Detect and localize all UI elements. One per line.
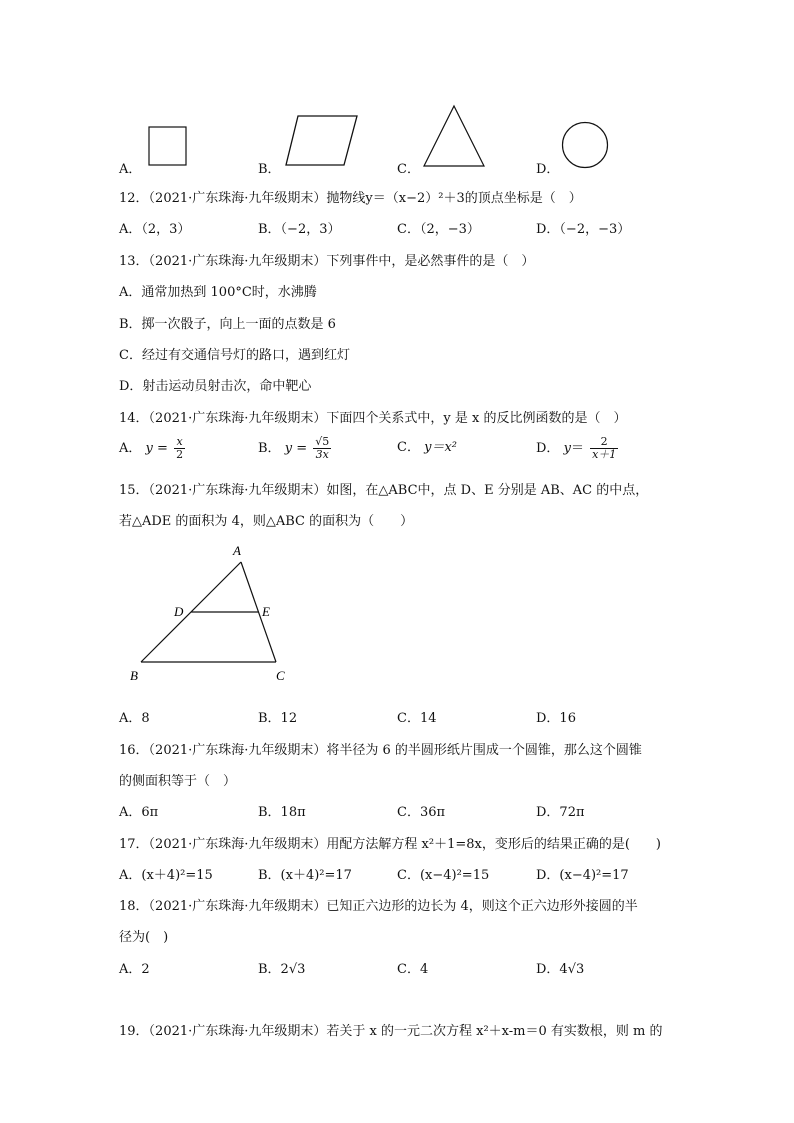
q12-stem: 12．（2021·广东珠海·九年级期末）抛物线y＝（x−2）²＋3的顶点坐标是（ ） bbox=[119, 191, 582, 206]
q16-option-a: A．6π bbox=[119, 805, 159, 820]
q15-option-d: D．16 bbox=[536, 711, 576, 726]
q14-c-expression: y＝x² bbox=[424, 440, 457, 455]
triangle-abc-figure bbox=[125, 540, 295, 688]
q16-stem-line2: 的侧面积等于（ ） bbox=[119, 774, 237, 789]
rhombus-icon bbox=[284, 114, 360, 168]
q14-option-d-label: D． bbox=[536, 441, 560, 456]
q12-option-c: C．（2，−3） bbox=[397, 222, 480, 237]
q17-option-b: B．(x＋4)²=17 bbox=[258, 868, 352, 883]
q14-option-b-label: B． bbox=[258, 441, 281, 456]
q14-a-denominator: 2 bbox=[176, 448, 184, 461]
vertex-c-label: C bbox=[276, 668, 285, 683]
q13-option-b: B．掷一次骰子，向上一面的点数是 6 bbox=[119, 317, 336, 332]
q14-option-b: B． y = $\frac{√5}{3x}$ bbox=[258, 435, 330, 461]
q15-option-c: C．14 bbox=[397, 711, 437, 726]
q11-option-b-label: B． bbox=[258, 162, 281, 177]
q16-stem-line1: 16．（2021·广东珠海·九年级期末）将半径为 6 的半圆形纸片围成一个圆锥，那么这个圆锥 bbox=[119, 743, 642, 758]
q18-stem-line2: 径为( ) bbox=[119, 930, 169, 945]
q11-option-d-label: D． bbox=[536, 162, 560, 177]
q14-option-c bbox=[397, 436, 457, 455]
q17-option-d: D．(x−4)²=17 bbox=[536, 868, 629, 883]
vertex-b-label: B bbox=[130, 668, 138, 683]
q12-option-d: D．（−2，−3） bbox=[536, 222, 631, 237]
q11-option-a-label: A． bbox=[119, 162, 142, 177]
q14-option-d: D． y＝ $\frac{2}{x+1}$ bbox=[536, 435, 617, 461]
q14-b-denominator: 3x bbox=[315, 448, 329, 461]
q13-option-d: D．射击运动员射击次，命中靶心 bbox=[119, 379, 312, 394]
q14-option-b-fraction bbox=[313, 436, 331, 461]
q16-option-c: C．36π bbox=[397, 805, 446, 820]
point-e-label: E bbox=[262, 604, 270, 619]
q14-b-numerator: √5 bbox=[315, 435, 330, 448]
q15-option-b: B．12 bbox=[258, 711, 298, 726]
q18-option-b: B．2√3 bbox=[258, 962, 306, 977]
q13-option-a: A．通常加热到 100°C时，水沸腾 bbox=[119, 285, 317, 300]
triangle-icon bbox=[422, 104, 486, 168]
vertex-a-label: A bbox=[233, 543, 241, 558]
q18-option-a: A．2 bbox=[119, 962, 150, 977]
q14-option-d-fraction bbox=[590, 436, 618, 461]
q15-stem-line2: 若△ADE 的面积为 4，则△ABC 的面积为（ ） bbox=[119, 514, 414, 529]
q14-option-a-fraction bbox=[174, 436, 185, 461]
square-icon bbox=[148, 126, 188, 168]
q11-option-c-label: C． bbox=[397, 162, 420, 177]
q13-option-c: C．经过有交通信号灯的路口，遇到红灯 bbox=[119, 348, 350, 363]
q14-a-numerator: x bbox=[174, 436, 185, 449]
q18-option-d: D．4√3 bbox=[536, 962, 585, 977]
q17-option-c: C．(x−4)²=15 bbox=[397, 868, 490, 883]
q18-stem-line1: 18．（2021·广东珠海·九年级期末）已知正六边形的边长为 4，则这个正六边形外接圆的半 bbox=[119, 899, 638, 914]
point-d-label: D bbox=[174, 604, 184, 619]
q14-stem: 14．（2021·广东珠海·九年级期末）下面四个关系式中，y 是 x 的反比例函数的是（ ） bbox=[119, 411, 627, 426]
q12-option-b: B．（−2，3） bbox=[258, 222, 341, 237]
q17-stem: 17．（2021·广东珠海·九年级期末）用配方法解方程 x²＋1=8x，变形后的结果正确的是( ) bbox=[119, 837, 661, 852]
q14-option-a: A． y = $\frac{x}{2}$ bbox=[119, 435, 184, 461]
q19-stem: 19．（2021·广东珠海·九年级期末）若关于 x 的一元二次方程 x²＋x-m＝0 有实数根，则 m 的 bbox=[119, 1024, 663, 1039]
circle-icon bbox=[561, 121, 609, 169]
q13-stem: 13．（2021·广东珠海·九年级期末）下列事件中，是必然事件的是（ ） bbox=[119, 254, 535, 269]
q14-option-c-label: C． bbox=[397, 440, 420, 455]
q12-option-a: A．（2，3） bbox=[119, 222, 191, 237]
q14-option-a-label: A． bbox=[119, 441, 142, 456]
q15-stem-line1: 15．（2021·广东珠海·九年级期末）如图，在△ABC中，点 D、E 分别是 AB、AC 的中点， bbox=[119, 483, 649, 498]
q18-option-c: C．4 bbox=[397, 962, 429, 977]
q14-d-numerator: 2 bbox=[590, 436, 618, 449]
q14-d-denominator: x＋1 bbox=[592, 448, 617, 461]
q17-option-a: A．(x＋4)²=15 bbox=[119, 868, 213, 883]
q16-option-b: B．18π bbox=[258, 805, 306, 820]
q16-option-d: D．72π bbox=[536, 805, 585, 820]
q15-option-a: A．8 bbox=[119, 711, 150, 726]
